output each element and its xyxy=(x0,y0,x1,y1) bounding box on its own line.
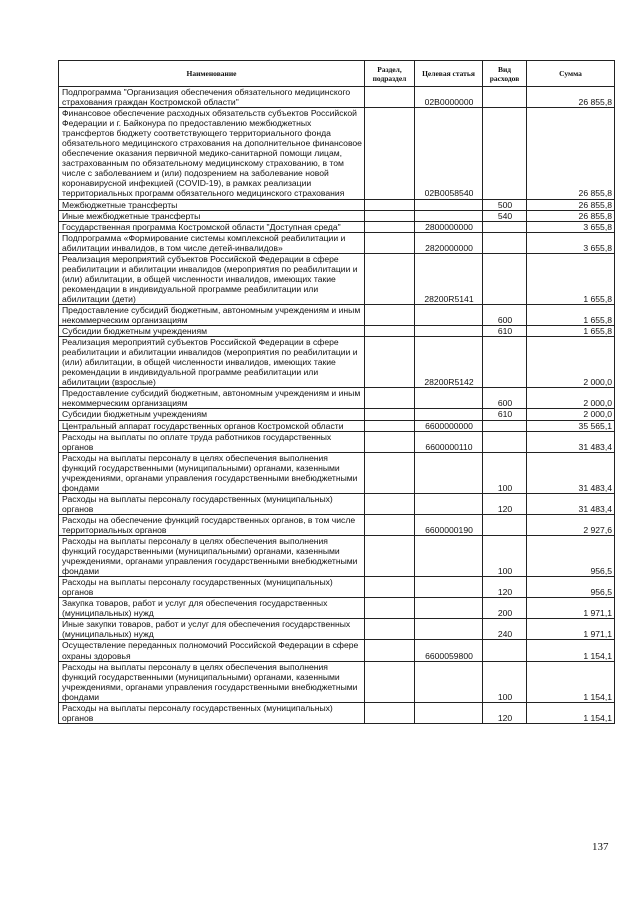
cell-sum: 2 000,0 xyxy=(527,388,615,409)
cell-type: 600 xyxy=(483,304,527,325)
cell-section xyxy=(365,210,415,221)
cell-name: Иные закупки товаров, работ и услуг для обеспечения государственных (муниципальных) нужд xyxy=(59,619,365,640)
cell-type: 100 xyxy=(483,536,527,577)
cell-section xyxy=(365,640,415,661)
header-target: Целевая статья xyxy=(415,61,483,87)
cell-section xyxy=(365,452,415,493)
cell-type xyxy=(483,337,527,388)
cell-section xyxy=(365,304,415,325)
cell-target xyxy=(415,388,483,409)
cell-name: Субсидии бюджетным учреждениям xyxy=(59,409,365,420)
cell-name: Реализация мероприятий субъектов Российской Федерации в сфере реабилитации и абилитации инвалидов (мероприятия по реабилитации и (или) абилитации, в общей численности инвалидов, имеющих такие рекомендации в индивидуальной программе реабилитации или абилитации (дети) xyxy=(59,253,365,304)
cell-sum: 1 655,8 xyxy=(527,304,615,325)
cell-target: 2820000000 xyxy=(415,232,483,253)
cell-name: Государственная программа Костромской области "Доступная среда" xyxy=(59,221,365,232)
cell-sum: 26 855,8 xyxy=(527,210,615,221)
cell-type: 120 xyxy=(483,493,527,514)
table-row xyxy=(59,514,615,535)
cell-name: Межбюджетные трансферты xyxy=(59,199,365,210)
cell-type: 610 xyxy=(483,409,527,420)
cell-target: 6600000110 xyxy=(415,431,483,452)
cell-type xyxy=(483,431,527,452)
table-body xyxy=(59,87,615,724)
header-type: Вид расходов xyxy=(483,61,527,87)
cell-target xyxy=(415,493,483,514)
cell-type xyxy=(483,87,527,108)
cell-type xyxy=(483,232,527,253)
cell-name: Расходы на выплаты по оплате труда работников государственных органов xyxy=(59,431,365,452)
table-row xyxy=(59,409,615,420)
cell-type: 100 xyxy=(483,661,527,702)
cell-sum: 1 971,1 xyxy=(527,619,615,640)
table-row xyxy=(59,108,615,199)
cell-section xyxy=(365,431,415,452)
header-section: Раздел, подраздел xyxy=(365,61,415,87)
cell-target: 02В0058540 xyxy=(415,108,483,199)
cell-type xyxy=(483,514,527,535)
cell-section xyxy=(365,388,415,409)
table-row xyxy=(59,493,615,514)
cell-section xyxy=(365,326,415,337)
cell-section xyxy=(365,702,415,723)
table-row xyxy=(59,536,615,577)
cell-type xyxy=(483,640,527,661)
cell-sum: 35 565,1 xyxy=(527,420,615,431)
cell-sum: 2 000,0 xyxy=(527,409,615,420)
cell-type: 240 xyxy=(483,619,527,640)
cell-target xyxy=(415,619,483,640)
table-row xyxy=(59,253,615,304)
table-row xyxy=(59,577,615,598)
cell-sum: 2 927,6 xyxy=(527,514,615,535)
cell-target: 2800000000 xyxy=(415,221,483,232)
table-row xyxy=(59,210,615,221)
cell-section xyxy=(365,232,415,253)
cell-sum: 31 483,4 xyxy=(527,452,615,493)
cell-name: Расходы на выплаты персоналу государственных (муниципальных) органов xyxy=(59,493,365,514)
cell-section xyxy=(365,337,415,388)
cell-section xyxy=(365,536,415,577)
cell-target xyxy=(415,304,483,325)
cell-type xyxy=(483,221,527,232)
cell-target: 28200R5142 xyxy=(415,337,483,388)
table-row xyxy=(59,452,615,493)
cell-name: Центральный аппарат государственных органов Костромской области xyxy=(59,420,365,431)
cell-name: Реализация мероприятий субъектов Российской Федерации в сфере реабилитации и абилитации инвалидов (мероприятия по реабилитации и (или) абилитации, в общей численности инвалидов, имеющих такие рекомендации в индивидуальной программе реабилитации или абилитации (взрослые) xyxy=(59,337,365,388)
cell-sum: 1 154,1 xyxy=(527,640,615,661)
cell-name: Расходы на выплаты персоналу государственных (муниципальных) органов xyxy=(59,702,365,723)
cell-section xyxy=(365,420,415,431)
cell-sum: 26 855,8 xyxy=(527,199,615,210)
cell-name: Предоставление субсидий бюджетным, автономным учреждениям и иным некоммерческим организациям xyxy=(59,388,365,409)
cell-target xyxy=(415,536,483,577)
budget-table xyxy=(58,60,615,724)
table-row xyxy=(59,337,615,388)
cell-sum: 31 483,4 xyxy=(527,493,615,514)
cell-target xyxy=(415,577,483,598)
cell-type: 200 xyxy=(483,598,527,619)
cell-name: Расходы на выплаты персоналу в целях обеспечения выполнения функций государственными (муниципальными) органами, казенными учреждениями, органами управления государственными внебюджетными фондами xyxy=(59,536,365,577)
cell-target: 6600000190 xyxy=(415,514,483,535)
cell-sum: 1 655,8 xyxy=(527,326,615,337)
cell-type: 500 xyxy=(483,199,527,210)
table-row xyxy=(59,304,615,325)
cell-type: 600 xyxy=(483,388,527,409)
cell-sum: 26 855,8 xyxy=(527,108,615,199)
cell-section xyxy=(365,493,415,514)
cell-target xyxy=(415,210,483,221)
cell-target xyxy=(415,702,483,723)
header-name: Наименование xyxy=(59,61,365,87)
cell-target xyxy=(415,326,483,337)
cell-section xyxy=(365,199,415,210)
cell-section xyxy=(365,221,415,232)
cell-name: Подпрограмма «Формирование системы комплексной реабилитации и абилитации инвалидов, в том числе детей-инвалидов» xyxy=(59,232,365,253)
cell-section xyxy=(365,577,415,598)
cell-sum: 1 655,8 xyxy=(527,253,615,304)
cell-target xyxy=(415,661,483,702)
table-row xyxy=(59,232,615,253)
cell-sum: 1 154,1 xyxy=(527,661,615,702)
table-row xyxy=(59,326,615,337)
cell-section xyxy=(365,661,415,702)
cell-target xyxy=(415,452,483,493)
cell-target xyxy=(415,598,483,619)
cell-name: Расходы на выплаты персоналу в целях обеспечения выполнения функций государственными (муниципальными) органами, казенными учреждениями, органами управления государственными внебюджетными фондами xyxy=(59,452,365,493)
cell-section xyxy=(365,619,415,640)
table-row xyxy=(59,598,615,619)
cell-target xyxy=(415,409,483,420)
cell-section xyxy=(365,514,415,535)
cell-sum: 1 971,1 xyxy=(527,598,615,619)
cell-sum: 3 655,8 xyxy=(527,221,615,232)
cell-target: 02В0000000 xyxy=(415,87,483,108)
cell-type: 120 xyxy=(483,577,527,598)
cell-section xyxy=(365,409,415,420)
table-row xyxy=(59,702,615,723)
cell-section xyxy=(365,253,415,304)
cell-name: Финансовое обеспечение расходных обязательств субъектов Российской Федерации и г. Байконура по предоставлению межбюджетных трансфертов бюджету соответствующего территориального фонда обязательного медицинского страхования на дополнительное финансовое обеспечение оказания первичной медико-санитарной помощи лицам, застрахованным по обязательному медицинскому страхованию, в том числе с заболеванием и (или) подозрением на заболевание новой коронавирусной инфекцией (COVID-19), в рамках реализации территориальных программ обязательного медицинского страхования xyxy=(59,108,365,199)
table-row xyxy=(59,87,615,108)
cell-type: 120 xyxy=(483,702,527,723)
cell-name: Субсидии бюджетным учреждениям xyxy=(59,326,365,337)
cell-target: 28200R5141 xyxy=(415,253,483,304)
table-header-row xyxy=(59,61,615,87)
cell-name: Иные межбюджетные трансферты xyxy=(59,210,365,221)
table-row xyxy=(59,388,615,409)
table-row xyxy=(59,640,615,661)
table-row xyxy=(59,199,615,210)
cell-name: Предоставление субсидий бюджетным, автономным учреждениям и иным некоммерческим организациям xyxy=(59,304,365,325)
cell-name: Осуществление переданных полномочий Российской Федерации в сфере охраны здоровья xyxy=(59,640,365,661)
cell-type xyxy=(483,253,527,304)
page-number: 137 xyxy=(592,841,609,853)
cell-sum: 3 655,8 xyxy=(527,232,615,253)
cell-target: 6600059800 xyxy=(415,640,483,661)
cell-type xyxy=(483,108,527,199)
cell-sum: 2 000,0 xyxy=(527,337,615,388)
cell-type: 540 xyxy=(483,210,527,221)
cell-name: Расходы на обеспечение функций государственных органов, в том числе территориальных органов xyxy=(59,514,365,535)
cell-sum: 1 154,1 xyxy=(527,702,615,723)
cell-section xyxy=(365,108,415,199)
cell-target xyxy=(415,199,483,210)
table-row xyxy=(59,221,615,232)
cell-section xyxy=(365,87,415,108)
table-row xyxy=(59,619,615,640)
cell-name: Закупка товаров, работ и услуг для обеспечения государственных (муниципальных) нужд xyxy=(59,598,365,619)
cell-sum: 26 855,8 xyxy=(527,87,615,108)
table-row xyxy=(59,661,615,702)
table-row xyxy=(59,431,615,452)
cell-type xyxy=(483,420,527,431)
cell-name: Расходы на выплаты персоналу государственных (муниципальных) органов xyxy=(59,577,365,598)
cell-sum: 956,5 xyxy=(527,536,615,577)
header-sum: Сумма xyxy=(527,61,615,87)
cell-type: 100 xyxy=(483,452,527,493)
cell-target: 6600000000 xyxy=(415,420,483,431)
table-row xyxy=(59,420,615,431)
cell-name: Расходы на выплаты персоналу в целях обеспечения выполнения функций государственными (муниципальными) органами, казенными учреждениями, органами управления государственными внебюджетными фондами xyxy=(59,661,365,702)
cell-sum: 956,5 xyxy=(527,577,615,598)
cell-name: Подпрограмма "Организация обеспечения обязательного медицинского страхования граждан Костромской области" xyxy=(59,87,365,108)
cell-section xyxy=(365,598,415,619)
cell-sum: 31 483,4 xyxy=(527,431,615,452)
cell-type: 610 xyxy=(483,326,527,337)
